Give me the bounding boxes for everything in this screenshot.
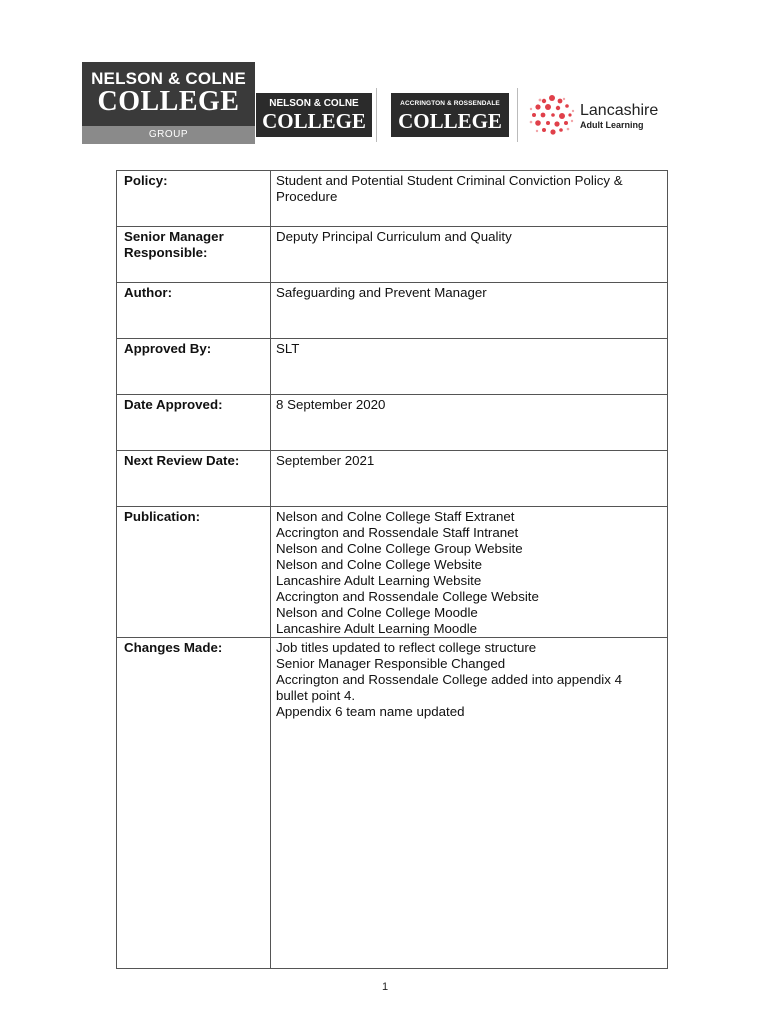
table-row [117,507,668,638]
date-approved-label: Date Approved: [117,395,271,451]
changes-made-label: Changes Made: [117,638,271,969]
publication-label: Publication: [117,507,271,638]
table-row [117,339,668,395]
page-number: 1 [381,981,389,993]
policy-label: Policy: [117,171,271,227]
senior-manager-label: Senior Manager Responsible: [117,227,271,283]
date-approved-value: 8 September 2020 [271,395,668,451]
dot-cluster-icon [528,92,576,138]
next-review-date-value: September 2021 [271,451,668,507]
table-row [117,638,668,969]
table-row [117,395,668,451]
table-row [117,171,668,227]
table-row [117,451,668,507]
nelson-colne-college-logo: NELSON & COLNE COLLEGE [256,93,372,137]
policy-details-table [116,170,668,969]
publication-value: Nelson and Colne College Staff Extranet Accrington and Rossendale Staff Intranet Nelson and Colne College Group Website Nelson and Colne College Website Lancashire Adult Learning Website Accrington and Rossendale College Website Nelson and Colne College Moodle Lancashire Adult Learning Moodle [271,507,668,638]
table-row [117,227,668,283]
policy-value: Student and Potential Student Criminal Conviction Policy & Procedure [271,171,668,227]
nelson-colne-college-group-logo: NELSON & COLNE COLLEGE GROUP [82,62,255,144]
table-row [117,283,668,339]
senior-manager-value: Deputy Principal Curriculum and Quality [271,227,668,283]
author-value: Safeguarding and Prevent Manager [271,283,668,339]
approved-by-label: Approved By: [117,339,271,395]
logo-divider [376,88,377,142]
approved-by-value: SLT [271,339,668,395]
logo-banner [0,0,770,150]
lancashire-adult-learning-logo: Lancashire Adult Learning [528,92,658,138]
next-review-date-label: Next Review Date: [117,451,271,507]
accrington-rossendale-college-logo: ACCRINGTON & ROSSENDALE COLLEGE [391,93,509,137]
logo-divider [517,88,518,142]
author-label: Author: [117,283,271,339]
changes-made-value: Job titles updated to reflect college structure Senior Manager Responsible Changed Accrington and Rossendale College added into appendix 4 bullet point 4. Appendix 6 team name updated [271,638,668,969]
